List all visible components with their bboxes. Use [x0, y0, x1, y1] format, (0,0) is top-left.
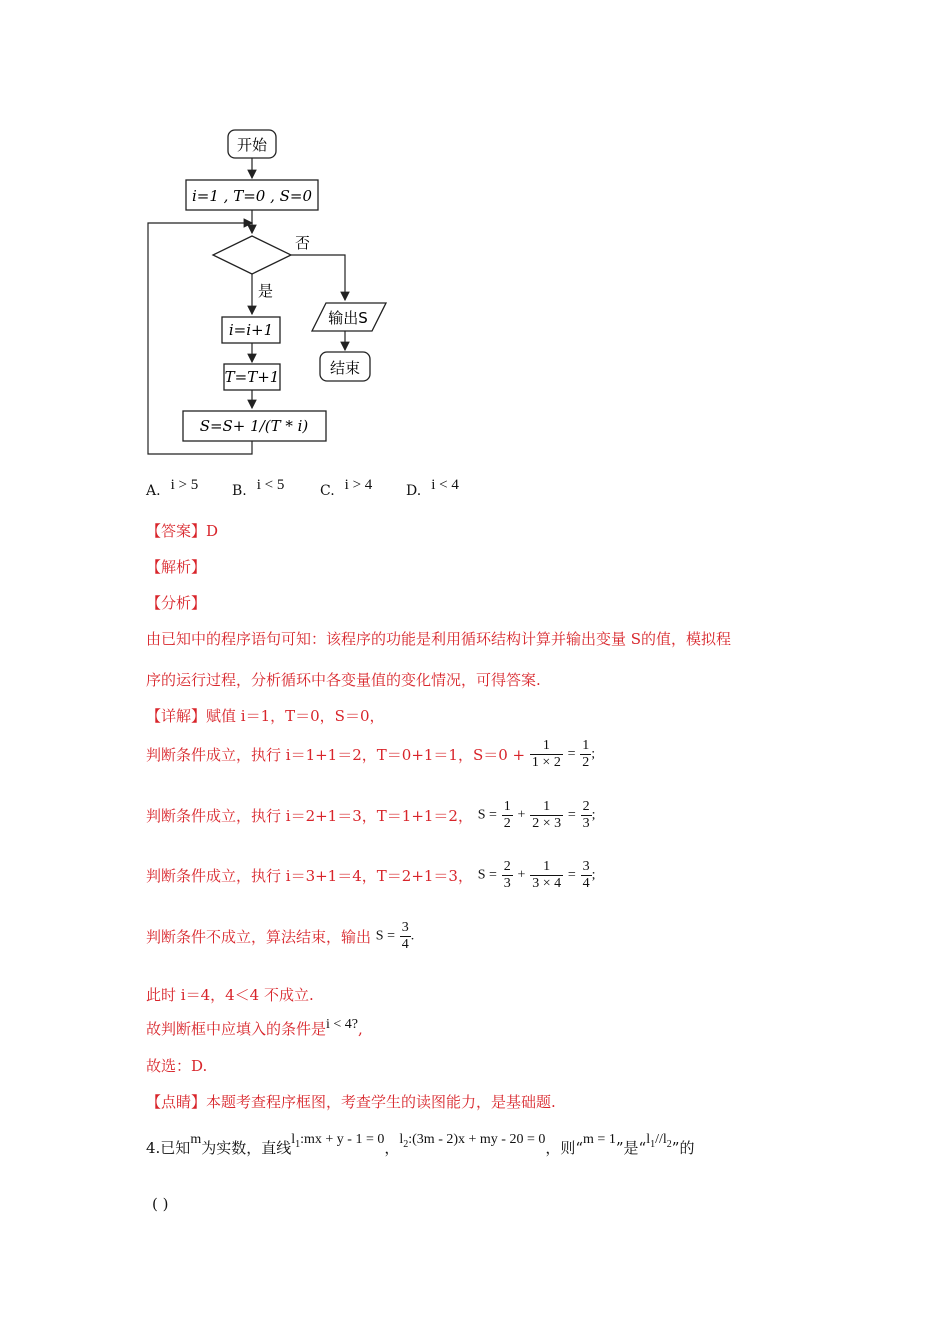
step3-label: S=S+ 1/(T * i): [199, 417, 309, 435]
q4-line2: :(3m - 2)x + my - 20 = 0: [408, 1132, 546, 1147]
comment-text: 本题考查程序框图，考查学生的读图能力，是基础题.: [206, 1093, 556, 1111]
fenxi-tag: 【分析】: [146, 594, 207, 612]
fenxi-line1: 由已知中的程序语句可知：该程序的功能是利用循环结构计算并输出变量 S的值，模拟程: [146, 630, 732, 648]
init-label: i=1 , T=0 , S=0: [191, 187, 313, 205]
no-label: 否: [295, 234, 311, 252]
comment-line: [146, 1091, 556, 1112]
start-label: 开始: [236, 136, 268, 154]
row2-frac-b: $\frac{1}{2 \times 3}$: [532, 799, 562, 831]
detail-row3: 判断条件成立，执行 i＝3+1＝4，T＝2+1＝3， S = $\frac{2}{3}$ + $\frac{1}{3 \times 4}$ = $\frac{3}{4}$ ;: [146, 859, 596, 891]
step2-label: T=T+1: [224, 368, 280, 386]
option-a-value: i > 5: [170, 477, 199, 493]
answer-line: [146, 520, 218, 541]
detail-intro-line: [146, 705, 385, 726]
row3-frac-a: $\frac{2}{3}$: [503, 859, 511, 891]
answer-value: D: [206, 522, 219, 540]
end-label: 结束: [329, 359, 361, 377]
option-b-value: i < 5: [256, 477, 285, 493]
detail-intro: 赋值 i＝1，T＝0，S＝0，: [206, 707, 385, 725]
step1-label: i=i+1: [228, 321, 274, 339]
row1-frac-a: $\frac{1}{1 \times 2}$: [531, 738, 561, 770]
row2-frac-c: $\frac{2}{3}$: [582, 799, 590, 831]
row1-text: 判断条件成立，执行 i＝1+1＝2，T＝0+1＝1，S＝0 +: [146, 746, 526, 764]
option-d-value: i < 4: [431, 477, 459, 493]
q4-paren: ( ): [152, 1195, 169, 1213]
yes-label: 是: [258, 282, 274, 300]
answer-tag: 【答案】: [146, 522, 207, 540]
analysis-tag: 【解析】: [146, 558, 207, 576]
row1-eq: =: [567, 746, 576, 762]
decision-diamond: [213, 236, 291, 274]
flowchart: [140, 120, 400, 460]
row4-text: 判断条件不成立，算法结束，输出: [146, 928, 372, 946]
row3-frac-b: $\frac{1}{3 \times 4}$: [532, 859, 562, 891]
fenxi-line2: 序的运行过程，分析循环中各变量值的变化情况，可得答案.: [146, 671, 541, 689]
fill-pre: 故判断框中应填入的条件是: [146, 1020, 327, 1038]
option-d[interactable]: [406, 477, 459, 500]
option-d-label: D.: [406, 483, 422, 499]
option-a[interactable]: [146, 477, 199, 500]
option-b[interactable]: [232, 477, 285, 500]
output-label: 输出S: [328, 309, 368, 327]
q4-cond: m = 1: [583, 1132, 616, 1147]
option-c-value: i > 4: [344, 477, 373, 493]
row4-frac: $\frac{3}{4}$: [401, 920, 409, 952]
detail-row2: 判断条件成立，执行 i＝2+1＝3，T＝1+1＝2， S = $\frac{1}{2}$ + $\frac{1}{2 \times 3}$ = $\frac{2}{3}$ ;: [146, 799, 596, 831]
option-c[interactable]: [320, 477, 373, 500]
detail-fill: 故判断框中应填入的条件是i < 4?,: [146, 1017, 363, 1038]
detail-row1: 判断条件成立，执行 i＝1+1＝2，T＝0+1＝1，S＝0 + $\frac{1}{1 \times 2}$ = $\frac{1}{2}$ ;: [146, 738, 596, 770]
q4-line1: :mx + y - 1 = 0: [300, 1132, 385, 1147]
row3-text: 判断条件成立，执行 i＝3+1＝4，T＝2+1＝3，: [146, 867, 473, 885]
detail-now: 此时 i＝4，4＜4 不成立.: [146, 986, 314, 1004]
q4-prefix: 4.已知: [146, 1139, 191, 1157]
flowchart-svg: [140, 120, 400, 460]
row1-frac-b: $\frac{1}{2}$: [582, 738, 590, 770]
question4: 4.已知m为实数，直线$l_1:mx + y - 1 = 0$，$l_2:(3m - 2)x$ + my - 20 = 0，则“m = 1”是“$l_1//l_2$”的: [146, 1132, 695, 1157]
detail-row4: 判断条件不成立，算法结束，输出 S = $\frac{3}{4}$ .: [146, 920, 415, 952]
row2-frac-a: $\frac{1}{2}$: [503, 799, 511, 831]
detail-tag: 【详解】: [146, 707, 207, 725]
detail-choose: 故选：D.: [146, 1057, 208, 1075]
comment-tag: 【点睛】: [146, 1093, 207, 1111]
row2-text: 判断条件成立，执行 i＝2+1＝3，T＝1+1＝2，: [146, 807, 473, 825]
option-c-label: C.: [320, 483, 335, 499]
row3-frac-c: $\frac{3}{4}$: [582, 859, 590, 891]
option-b-label: B.: [232, 483, 247, 499]
option-a-label: A.: [146, 483, 161, 499]
fill-cond: i < 4?: [326, 1017, 359, 1032]
